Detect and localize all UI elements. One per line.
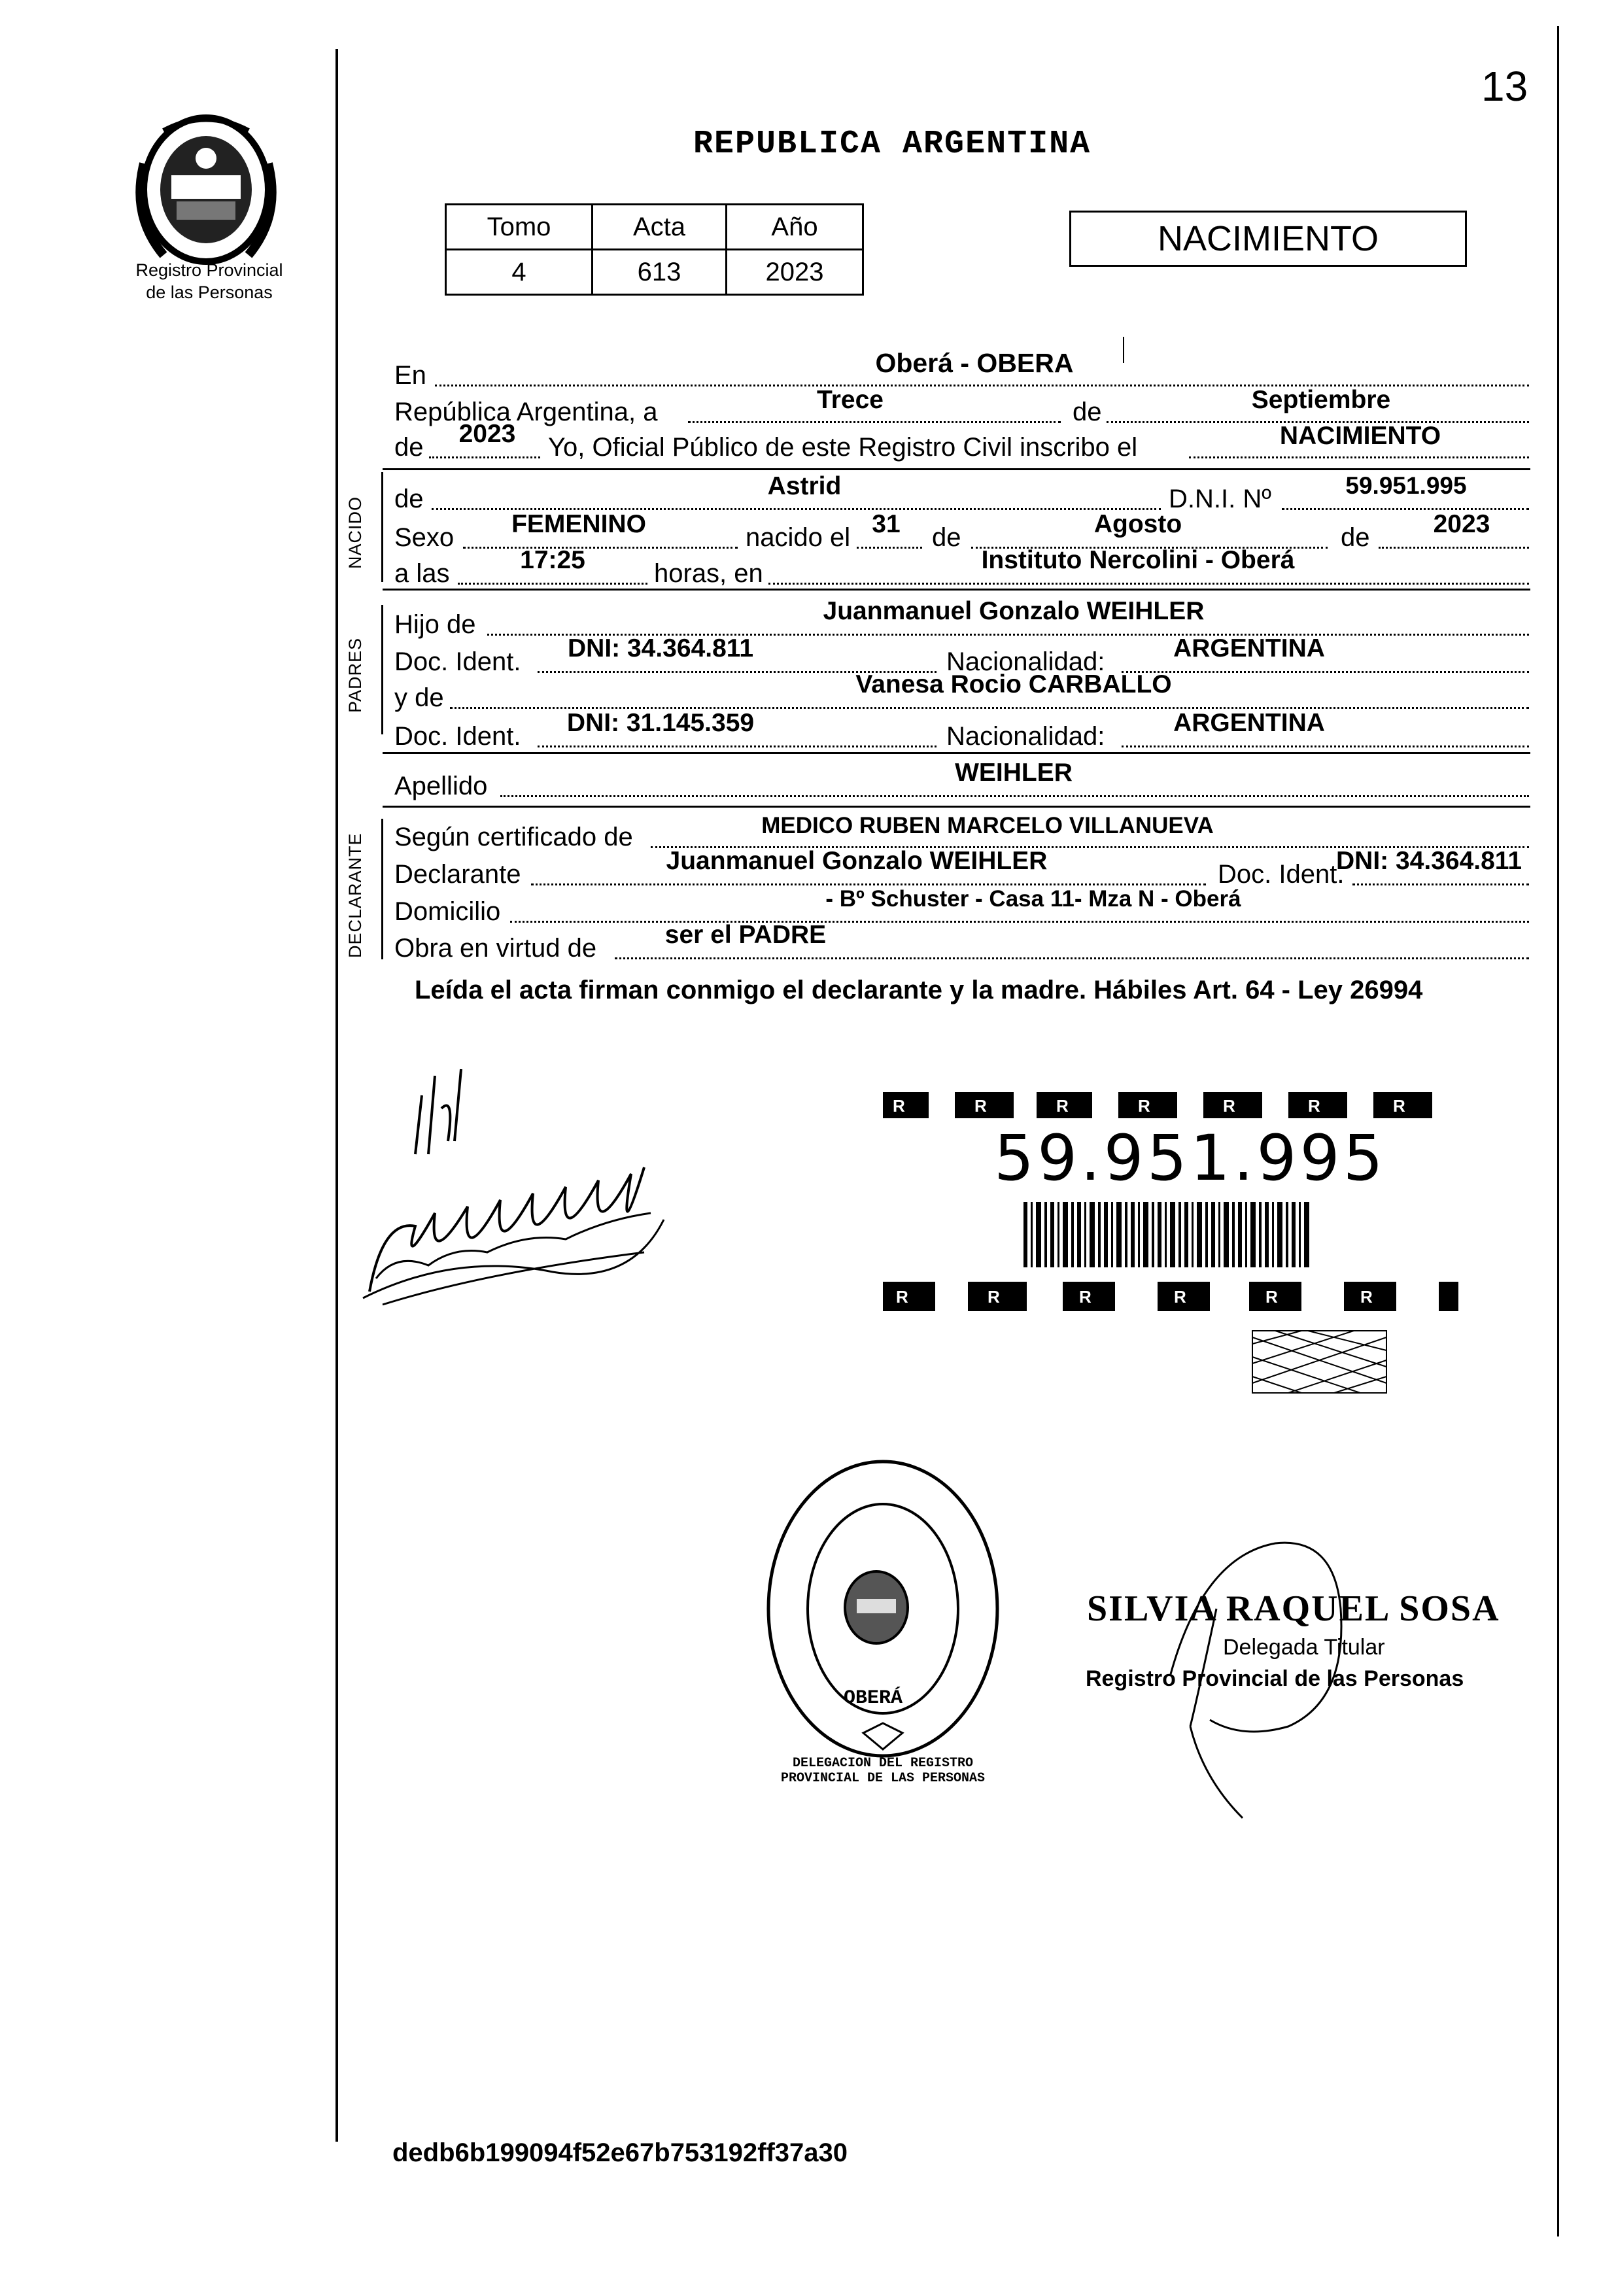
dotted-line — [688, 421, 1061, 423]
en-label: En — [394, 361, 426, 390]
republica-label: República Argentina, a — [394, 398, 658, 426]
right-margin-line — [1557, 26, 1559, 2236]
a-las-label: a las — [394, 559, 450, 588]
certificado-label: Según certificado de — [394, 823, 633, 851]
birth-day-value: 31 — [872, 510, 901, 538]
official-name: SILVIA RAQUEL SOSA — [1087, 1588, 1500, 1629]
dni-label: D.N.I. Nº — [1169, 485, 1271, 513]
closing-note: Leída el acta firman conmigo el declarante y la madre. Hábiles Art. 64 - Ley 26994 — [415, 976, 1423, 1004]
city-value: Oberá - OBERA — [875, 348, 1074, 378]
padre-value: Juanmanuel Gonzalo WEIHLER — [823, 597, 1205, 625]
act-type-value: NACIMIENTO — [1279, 422, 1441, 450]
madre-nac-value: ARGENTINA — [1173, 709, 1325, 737]
lugar-value: Instituto Nercolini - Oberá — [981, 546, 1295, 574]
madre-nac-label: Nacionalidad: — [946, 722, 1105, 751]
declarante-doc-value: DNI: 34.364.811 — [1335, 847, 1522, 875]
horas-en-label: horas, en — [654, 559, 763, 588]
domicilio-value: - Bº Schuster - Casa 11- Mza N - Oberá — [825, 886, 1241, 912]
obra-value: ser el PADRE — [664, 921, 827, 949]
section-separator — [383, 752, 1530, 754]
dotted-line — [531, 883, 1206, 885]
section-label-nacido: NACIDO — [345, 496, 365, 569]
de-nacido-label: de — [394, 485, 424, 513]
declarante-doc-label: Doc. Ident. — [1218, 860, 1345, 889]
birth-year-value: 2023 — [1433, 510, 1490, 538]
registry-header-tomo: Tomo — [446, 205, 593, 250]
hijo-de-label: Hijo de — [394, 610, 476, 639]
section-bracket — [381, 605, 383, 734]
y-de-label: y de — [394, 683, 444, 712]
svg-text:R: R — [1056, 1096, 1069, 1116]
svg-text:R: R — [1138, 1096, 1150, 1116]
misiones-logo — [124, 105, 288, 275]
section-bracket — [381, 819, 383, 959]
birth-month-value: Agosto — [1093, 510, 1182, 538]
registry-header-anio: Año — [727, 205, 863, 250]
document-title: REPUBLICA ARGENTINA — [693, 126, 1092, 163]
registry-value-acta: 613 — [593, 250, 727, 295]
hora-value: 17:25 — [520, 546, 585, 574]
seal-bottom-text: OBERÁ — [844, 1687, 903, 1709]
page-number: 13 — [1481, 63, 1528, 110]
nacido-el-label: nacido el — [746, 523, 851, 552]
de-label-3: de — [1341, 523, 1370, 552]
dotted-line — [458, 583, 647, 585]
svg-text:R: R — [1079, 1287, 1092, 1307]
section-label-declarante: DECLARANTE — [345, 832, 365, 958]
month-value: Septiembre — [1251, 386, 1391, 414]
apellido-label: Apellido — [394, 772, 488, 800]
dotted-line — [857, 547, 922, 549]
official-role: Delegada Titular — [1223, 1635, 1385, 1660]
registry-table — [445, 203, 864, 296]
dotted-line — [538, 745, 937, 747]
logo-caption-1: Registro Provincial — [135, 260, 283, 280]
sexo-label: Sexo — [394, 523, 455, 552]
dotted-line — [1189, 456, 1529, 458]
section-bracket — [381, 472, 383, 582]
logo-caption-2: de las Personas — [146, 283, 273, 302]
madre-doc-value: DNI: 31.145.359 — [566, 709, 755, 737]
sexo-value: FEMENINO — [511, 510, 646, 538]
section-label-padres: PADRES — [345, 637, 365, 713]
document-type-box: NACIMIENTO — [1069, 211, 1467, 267]
dotted-line — [429, 456, 540, 458]
dotted-line — [500, 795, 1529, 797]
day-value: Trece — [817, 386, 884, 414]
official-office: Registro Provincial de las Personas — [1086, 1666, 1464, 1691]
dotted-line — [768, 583, 1529, 585]
document-hash: dedb6b199094f52e67b753192ff37a30 — [392, 2138, 848, 2167]
inscribo-text: Yo, Oficial Público de este Registro Civil inscribo el — [548, 433, 1138, 462]
de-year-label: de — [394, 433, 424, 462]
madre-doc-label: Doc. Ident. — [394, 722, 521, 751]
svg-text:R: R — [1174, 1287, 1186, 1307]
svg-text:R: R — [896, 1287, 908, 1307]
dotted-line — [1352, 883, 1529, 885]
delegacion-seal — [759, 1452, 1007, 1766]
svg-text:R: R — [974, 1096, 987, 1116]
seal-ring-text: DELEGACION DEL REGISTRO PROVINCIAL DE LAS PERSONAS — [780, 1756, 986, 1786]
svg-text:R: R — [1393, 1096, 1405, 1116]
svg-text:R: R — [1265, 1287, 1278, 1307]
registry-value-tomo: 4 — [446, 250, 593, 295]
sticker-dni-number: 59.951.995 — [994, 1122, 1386, 1195]
dotted-line — [1122, 745, 1529, 747]
declarante-value: Juanmanuel Gonzalo WEIHLER — [666, 847, 1048, 875]
section-separator — [383, 589, 1530, 591]
declarante-label: Declarante — [394, 860, 521, 889]
domicilio-label: Domicilio — [394, 897, 501, 926]
de-label-2: de — [932, 523, 961, 552]
padre-nac-label: Nacionalidad: — [946, 647, 1105, 676]
svg-text:R: R — [988, 1287, 1000, 1307]
de-label: de — [1073, 398, 1102, 426]
dotted-line — [615, 957, 1529, 959]
year-value: 2023 — [458, 420, 516, 448]
left-margin-line — [335, 49, 338, 2142]
svg-text:R: R — [1308, 1096, 1320, 1116]
padre-nac-value: ARGENTINA — [1173, 634, 1325, 662]
name-value: Astrid — [767, 472, 842, 500]
section-separator — [383, 806, 1530, 808]
registry-header-acta: Acta — [593, 205, 727, 250]
declarante-signature — [356, 1056, 696, 1331]
svg-text:R: R — [1223, 1096, 1235, 1116]
padre-doc-value: DNI: 34.364.811 — [567, 634, 754, 662]
svg-text:R: R — [893, 1096, 905, 1116]
padre-doc-label: Doc. Ident. — [394, 647, 521, 676]
certificado-value: MEDICO RUBEN MARCELO VILLANUEVA — [761, 813, 1214, 838]
obra-label: Obra en virtud de — [394, 934, 597, 963]
dotted-line — [1379, 547, 1529, 549]
registry-value-anio: 2023 — [727, 250, 863, 295]
section-separator — [383, 468, 1530, 470]
apellido-value: WEIHLER — [955, 759, 1073, 787]
madre-value: Vanesa Rocio CARBALLO — [855, 670, 1172, 698]
dni-value: 59.951.995 — [1345, 472, 1467, 499]
svg-text:R: R — [1360, 1287, 1373, 1307]
